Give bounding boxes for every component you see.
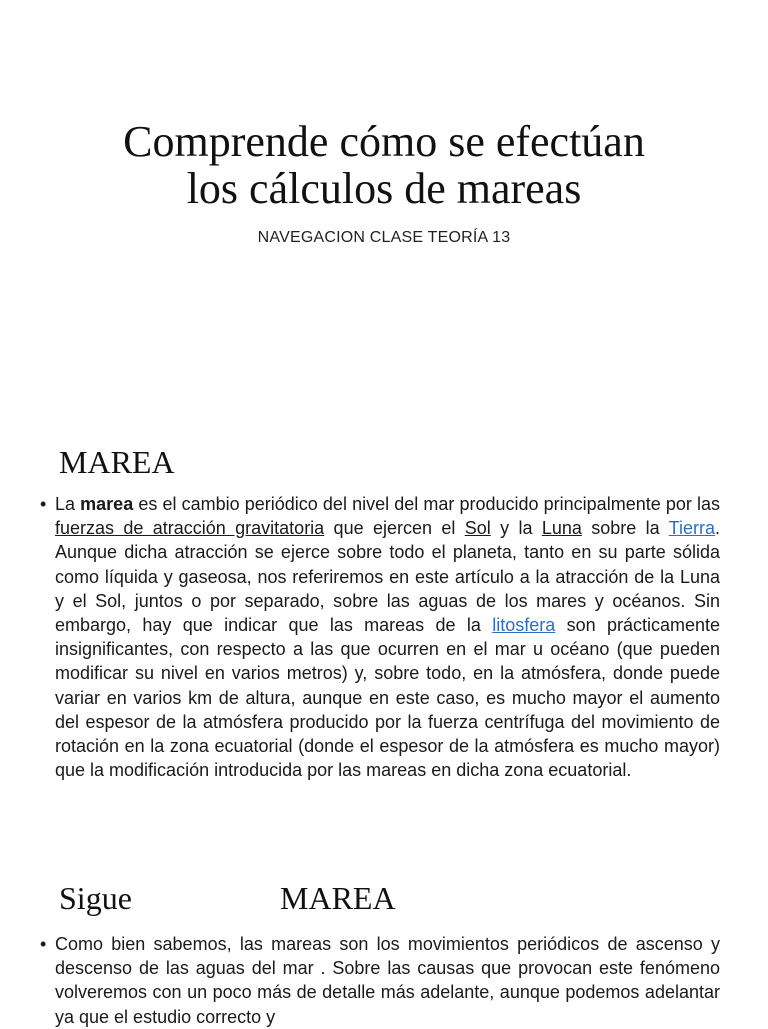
slide-subtitle: NAVEGACION CLASE TEORÍA 13 xyxy=(257,229,511,246)
text-segment: sobre la xyxy=(581,518,669,539)
link-luna[interactable]: Luna xyxy=(541,518,582,539)
section-heading-marea-2: MAREA xyxy=(280,880,396,916)
title-slide xyxy=(0,0,768,420)
text-segment: son prácticamente insignificantes, con respecto a las que ocurren en el mar u océano (que pueden modificar su nivel en varios metros) y, sobre todo, en la atmósfera, donde puede variar en varios km de altura, aunque en este caso, es mucho mayor el aumento del espesor de la atmósfera producido por la fuerza centrífuga del movimiento de rotación en la zona ecuatorial (donde el espesor de la atmósfera es mucho mayor) que la modificación introducida por las mareas en dicha zona ecuatorial. xyxy=(55,615,720,781)
marea-definition-bullet xyxy=(40,492,720,782)
bold-term-marea: marea xyxy=(80,494,134,514)
mareas-movimientos-bullet xyxy=(40,932,720,1029)
text-segment: . Aunque dicha atracción se ejerce sobre todo el planeta, tanto en su parte sólida como líquida y gaseosa, nos referiremos en este artículo a la atracción de la Luna y el Sol, juntos o por separado, sobre las aguas de los mares y océanos. Sin embargo, hay que indicar que las mareas de la xyxy=(55,518,720,636)
mareas-movimientos-paragraph: Como bien sabemos, las mareas son los movimientos periódicos de ascenso y descenso de las aguas del mar . Sobre las causas que provocan este fenómeno volveremos con un poco más de detalle más adelante, aunque podemos adelantar ya que el estudio correcto y xyxy=(55,934,720,1027)
link-tierra[interactable]: Tierra xyxy=(668,518,715,539)
slide-title xyxy=(60,118,708,212)
marea-definition-paragraph xyxy=(55,492,720,782)
text-segment: es el cambio periódico del nivel del mar producido principalmente por las xyxy=(133,494,720,514)
bullet-icon: • xyxy=(40,934,47,954)
text-segment: y la xyxy=(490,518,542,539)
slide-title-line-2: los cálculos de mareas xyxy=(186,164,582,213)
text-segment: que ejercen el xyxy=(324,518,465,539)
bullet-icon: • xyxy=(40,494,47,514)
section-heading-marea: MAREA xyxy=(59,444,175,480)
link-sol[interactable]: Sol xyxy=(464,518,491,539)
slide-title-line-1: Comprende cómo se efectúan xyxy=(123,117,645,166)
text-segment: La xyxy=(55,494,81,514)
section-heading-sigue: Sigue xyxy=(59,880,132,916)
link-litosfera[interactable]: litosfera xyxy=(492,615,556,636)
link-fuerzas-atraccion[interactable]: fuerzas de atracción gravitatoria xyxy=(55,518,325,539)
